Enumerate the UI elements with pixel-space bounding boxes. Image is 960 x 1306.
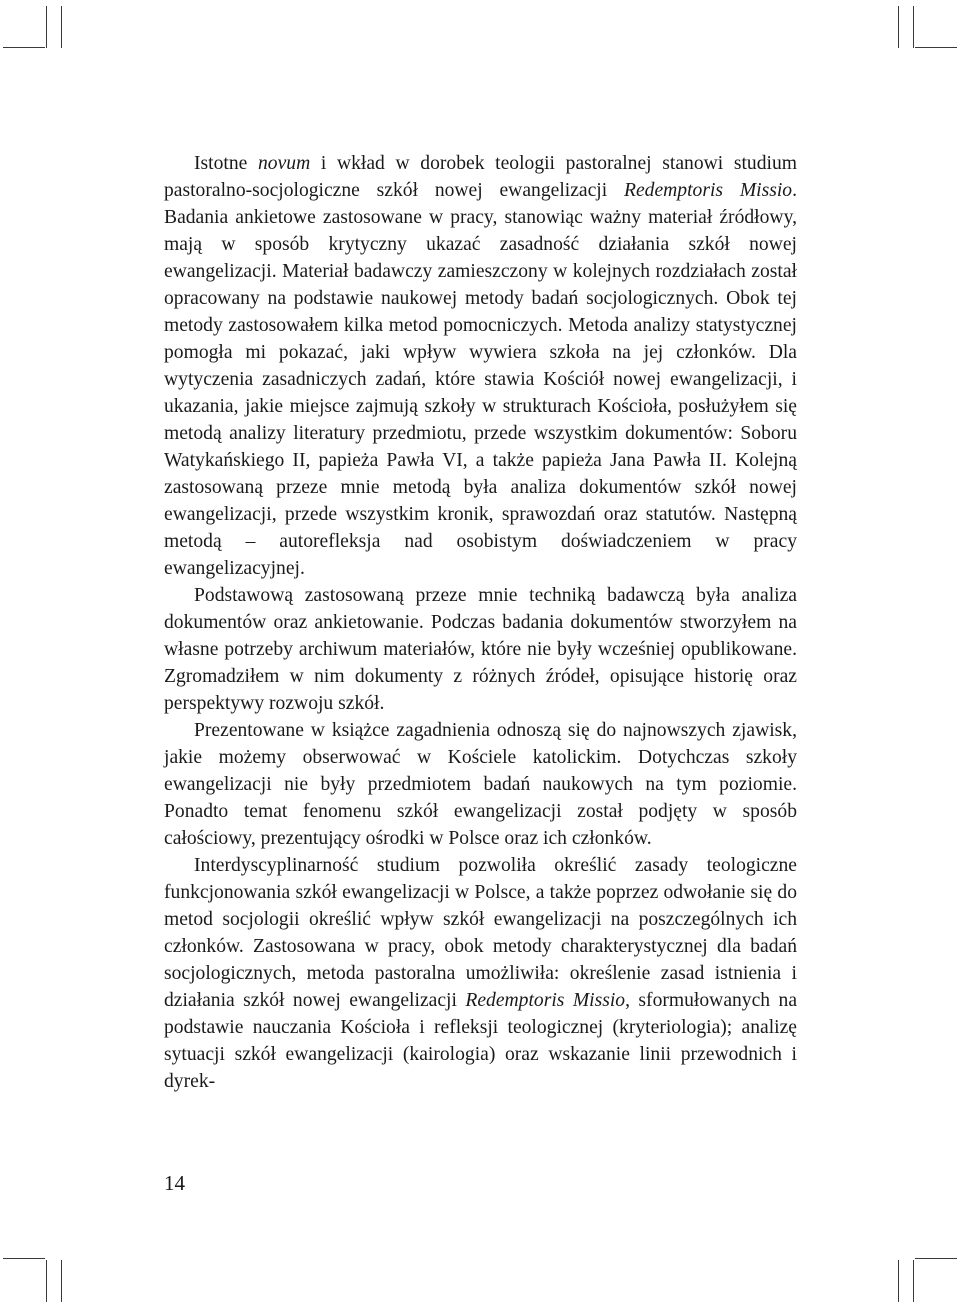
paragraph (164, 717, 797, 852)
paragraph (164, 582, 797, 717)
crop-mark (46, 1260, 47, 1302)
text-run: . Badania ankietowe zastosowane w pracy, stanowiąc ważny materiał źródłowy, mają w sposób krytyczny ukazać zasadność działania szkół nowej ewangelizacji. Materiał badawczy zamieszczony w kolejnych rozdziałach został opracowany na podstawie naukowej metody badań socjologicznych. Obok tej metody zastosowałem kilka metod pomocniczych. Metoda analizy statystycznej pomogła mi pokazać, jaki wpływ wywiera szkoła na jej członków. Dla wytyczenia zasadniczych zadań, które stawia Kościół nowej ewangelizacji, i ukazania, jakie miejsce zajmują szkoły w strukturach Kościoła, posłużyłem się metodą analizy literatury przedmiotu, przede wszystkim dokumentów: Soboru Watykańskiego II, papieża Pawła VI, a także papieża Jana Pawła II. Kolejną zastosowaną przeze mnie metodą była analiza dokumentów szkół nowej ewangelizacji, przede wszystkim kronik, sprawozdań oraz statutów. Następną metodą – autorefleksja nad osobistym doświadczeniem w pracy ewangelizacyjnej. (164, 180, 797, 579)
body-text (164, 150, 797, 1095)
crop-mark (913, 1260, 914, 1302)
text-run: , sformułowanych na podstawie nauczania Kościoła i refleksji teologicznej (kryteriologia); analizę sytuacji szkół ewangelizacji (kairologia) oraz wskazanie linii przewodnich i dyrek- (164, 990, 798, 1092)
text-run: Podstawową zastosowaną przeze mnie techniką badawczą była analiza dokumentów oraz ankietowanie. Podczas badania dokumentów stworzyłem na własne potrzeby archiwum materiałów, które nie były wcześniej opublikowane. Zgromadziłem w nim dokumenty z różnych źródeł, opisujące historię oraz perspektywy rozwoju szkół. (164, 585, 797, 714)
crop-mark (915, 1258, 957, 1259)
crop-mark (3, 47, 45, 48)
crop-mark (898, 6, 899, 48)
crop-mark (898, 1260, 899, 1302)
italic-text: Redemptoris Missio (623, 180, 793, 201)
italic-text: novum (257, 153, 311, 174)
crop-mark (61, 1260, 62, 1302)
crop-mark (61, 6, 62, 48)
text-run: i wkład w dorobek teologii pastoralnej stanowi studium pastoralno-socjologiczne szkół nowej ewangelizacji (164, 153, 797, 201)
paragraph (164, 852, 797, 1095)
text-run: Prezentowane w książce zagadnienia odnoszą się do najnowszych zjawisk, jakie możemy obserwować w Kościele katolickim. Dotychczas szkoły ewangelizacji nie były przedmiotem badań naukowych na tym poziomie. Ponadto temat fenomenu szkół ewangelizacji został podjęty w sposób całościowy, prezentujący ośrodki w Polsce oraz ich członków. (164, 720, 797, 849)
crop-mark (46, 6, 47, 48)
paragraph (164, 150, 797, 582)
crop-mark (913, 6, 914, 48)
italic-text: Redemptoris Missio (465, 990, 626, 1011)
text-run: Istotne (194, 153, 258, 174)
crop-mark (3, 1258, 45, 1259)
text-run: Interdyscyplinarność studium pozwoliła określić zasady teologiczne funkcjonowania szkół ewangelizacji w Polsce, a także poprzez odwołanie się do metod socjologii określić wpływ szkół ewangelizacji na poszczególnych ich członków. Zastosowana w pracy, obok metody charakterystycznej dla badań socjologicznych, metoda pastoralna umożliwiła: określenie zasad istnienia i działania szkół nowej ewangelizacji (164, 855, 797, 1011)
crop-mark (915, 47, 957, 48)
page-number: 14 (164, 1171, 185, 1195)
